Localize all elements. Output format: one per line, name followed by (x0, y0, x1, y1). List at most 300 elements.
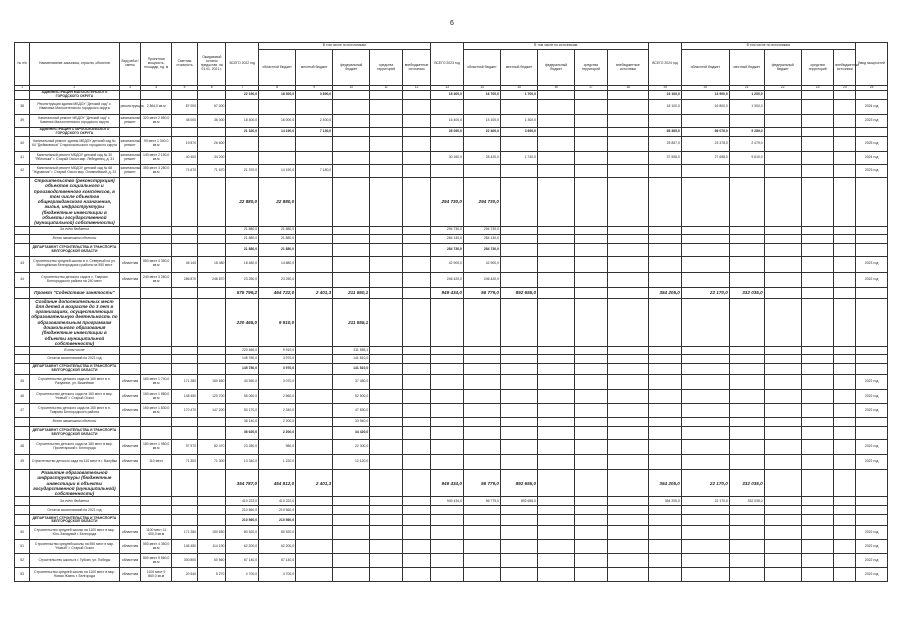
table-cell (834, 256, 856, 272)
table-cell (370, 506, 403, 515)
table-cell (500, 455, 537, 470)
table-cell: 16 100,0 (649, 91, 682, 100)
table-cell (500, 568, 537, 582)
table-cell (834, 455, 856, 470)
table-cell: 320 мест 2 850,0 кв.м (141, 115, 172, 128)
table-cell (681, 427, 729, 440)
table-cell (141, 427, 172, 440)
table-cell (729, 234, 764, 243)
table-cell: 150 мест 1 830,0 кв.м (141, 404, 172, 418)
table-cell (198, 364, 226, 375)
table-cell (575, 178, 608, 227)
table-cell (15, 355, 30, 364)
table-cell: 9 810,0 (729, 152, 764, 165)
table-cell (119, 128, 141, 137)
table-row (15, 470, 888, 497)
table-cell: 170 470 (171, 404, 197, 418)
table-cell (538, 364, 575, 375)
table-cell (119, 364, 141, 375)
table-cell (649, 568, 682, 582)
table-cell: 2 479,0 (729, 137, 764, 152)
table-cell: 21 880,0 (226, 243, 259, 256)
table-cell (431, 375, 464, 390)
table-cell (500, 375, 537, 390)
table-cell: 220 465,0 (226, 347, 259, 355)
table-cell: 50 (15, 526, 30, 540)
table-cell (834, 418, 856, 427)
table-cell (801, 515, 834, 526)
table-cell: 21 880,0 (226, 234, 259, 243)
column-number-cell: 23 (801, 86, 834, 91)
table-cell (607, 440, 648, 455)
table-cell (764, 347, 801, 355)
table-cell: 33 940,0 (333, 418, 370, 427)
table-cell (856, 497, 888, 506)
table-cell: 949 434,0 (431, 497, 464, 506)
table-cell (463, 418, 500, 427)
table-cell (198, 287, 226, 298)
table-cell (333, 128, 370, 137)
table-row (15, 404, 888, 418)
table-cell (500, 298, 537, 347)
table-cell (856, 234, 888, 243)
table-cell: 410 222,0 (259, 497, 296, 506)
table-cell (500, 418, 537, 427)
table-cell (259, 152, 296, 165)
table-cell (141, 506, 172, 515)
table-cell (402, 128, 430, 137)
table-cell (607, 256, 648, 272)
table-cell (801, 440, 834, 455)
table-cell (575, 298, 608, 347)
table-row (15, 165, 888, 178)
table-cell (834, 165, 856, 178)
table-cell: 56 779,0 (463, 470, 500, 497)
table-cell (333, 100, 370, 115)
table-cell: 37 508,0 (649, 152, 682, 165)
table-cell (198, 506, 226, 515)
table-cell (198, 178, 226, 227)
table-cell: 36 140,0 (226, 418, 259, 427)
table-cell: 15 100,0 (463, 115, 500, 128)
table-cell: областная (119, 375, 141, 390)
table-cell (764, 568, 801, 582)
table-cell (141, 355, 172, 364)
col-year-header: Ввод мощностей (856, 43, 888, 86)
table-cell (171, 427, 197, 440)
table-cell (402, 506, 430, 515)
table-cell (431, 554, 464, 568)
table-cell (119, 355, 141, 364)
table-cell (856, 418, 888, 427)
table-cell (607, 540, 648, 554)
table-cell (649, 178, 682, 227)
table-cell: 36 620,0 (226, 427, 259, 440)
table-cell (500, 272, 537, 287)
table-cell (463, 165, 500, 178)
col-name-header: Наименование заказчика, отрасли, объектов (30, 43, 119, 86)
table-cell (402, 390, 430, 404)
table-cell: 23 250,0 (259, 272, 296, 287)
table-cell: 2022 год (856, 526, 888, 540)
table-cell (681, 526, 729, 540)
table-cell: областная (119, 554, 141, 568)
table-cell (729, 440, 764, 455)
table-cell: 294 730,0 (431, 178, 464, 227)
table-cell (119, 91, 141, 100)
table-cell (681, 178, 729, 227)
table-cell (649, 298, 682, 347)
table-cell: 52 (15, 554, 30, 568)
table-cell (729, 178, 764, 227)
src-header: федеральный бюджет (764, 50, 801, 86)
table-cell (370, 404, 403, 418)
table-cell: 1 220,0 (259, 455, 296, 470)
table-cell (370, 234, 403, 243)
table-cell (801, 470, 834, 497)
table-cell (431, 347, 464, 355)
table-cell: капитальный ремонт (119, 165, 141, 178)
row-name-cell: Всего заказчиком объекты (30, 418, 119, 427)
table-cell (402, 440, 430, 455)
table-cell (431, 355, 464, 364)
table-row (15, 568, 888, 582)
table-cell (538, 91, 575, 100)
table-cell (370, 526, 403, 540)
table-cell (198, 298, 226, 347)
table-cell (402, 91, 430, 100)
table-cell: 18 400,0 (226, 115, 259, 128)
table-cell (296, 272, 333, 287)
table-cell (370, 540, 403, 554)
table-row (15, 540, 888, 554)
table-cell (171, 364, 197, 375)
table-cell (500, 355, 537, 364)
table-cell (296, 226, 333, 234)
table-cell (431, 100, 464, 115)
table-cell: 211 555,1 (333, 347, 370, 355)
table-cell (681, 455, 729, 470)
table-cell (764, 128, 801, 137)
table-cell (463, 375, 500, 390)
table-cell: 18 400,0 (431, 91, 464, 100)
table-cell (607, 137, 648, 152)
table-cell: 97 570 (171, 440, 197, 455)
table-cell: 18 480,0 (226, 256, 259, 272)
table-cell (801, 287, 834, 298)
table-cell (834, 526, 856, 540)
table-cell: 43 (15, 256, 30, 272)
table-cell: 150 650 (198, 526, 226, 540)
table-cell (801, 178, 834, 227)
table-cell (764, 427, 801, 440)
table-cell (834, 178, 856, 227)
table-cell (607, 152, 648, 165)
row-name-cell: Строительство детского сада на 150 мест в п. Таврово Белгородского района (30, 404, 119, 418)
table-cell (649, 554, 682, 568)
table-cell (801, 137, 834, 152)
table-cell: 14 190,0 (259, 128, 296, 137)
table-cell (538, 554, 575, 568)
table-cell: 41 (15, 152, 30, 165)
src-header: внебюджетные источники (834, 50, 856, 86)
table-cell (431, 298, 464, 347)
table-cell: капитальный ремонт (119, 137, 141, 152)
table-cell: 53 (15, 568, 30, 582)
table-cell (171, 287, 197, 298)
table-cell (538, 355, 575, 364)
table-cell (764, 287, 801, 298)
table-cell (538, 115, 575, 128)
column-number-cell: 4 (141, 86, 172, 91)
table-cell (296, 100, 333, 115)
table-cell (729, 256, 764, 272)
table-cell: капитальный ремонт (119, 115, 141, 128)
table-cell: 80 520,0 (259, 526, 296, 540)
table-cell (296, 234, 333, 243)
table-cell (431, 526, 464, 540)
table-cell (834, 243, 856, 256)
table-cell: 141 810,0 (333, 355, 370, 364)
table-cell: 40 550,0 (226, 375, 259, 390)
table-cell (402, 418, 430, 427)
table-cell: 42 900,0 (431, 256, 464, 272)
table-cell (681, 554, 729, 568)
table-cell: 21 880,0 (259, 226, 296, 234)
table-cell: 1 740,0 (500, 152, 537, 165)
table-cell: 21 880,0 (259, 234, 296, 243)
table-cell (538, 470, 575, 497)
table-cell (729, 355, 764, 364)
table-cell (500, 427, 537, 440)
table-cell (729, 364, 764, 375)
table-cell: 22 190,0 (226, 91, 259, 100)
table-cell (370, 165, 403, 178)
table-cell: 171 280 (171, 526, 197, 540)
table-cell (119, 506, 141, 515)
table-cell (296, 355, 333, 364)
table-cell: 2 401,3 (296, 287, 333, 298)
table-cell (729, 226, 764, 234)
table-row (15, 100, 888, 115)
table-cell (764, 178, 801, 227)
table-cell: 2025 год (856, 137, 888, 152)
table-cell: 87 000 (171, 100, 197, 115)
src-header: внебюджетные источники (607, 50, 648, 86)
table-cell (801, 355, 834, 364)
table-cell: 4 700,0 (226, 568, 259, 582)
table-cell (15, 128, 30, 137)
table-cell (649, 440, 682, 455)
table-cell: 82 470 (198, 440, 226, 455)
table-cell: 52 500,0 (333, 390, 370, 404)
table-cell (141, 298, 172, 347)
table-row (15, 418, 888, 427)
table-cell (500, 100, 537, 115)
table-cell (607, 390, 648, 404)
table-cell (141, 287, 172, 298)
table-row (15, 526, 888, 540)
table-cell (296, 137, 333, 152)
table-cell: 4 700,0 (259, 568, 296, 582)
table-cell (764, 152, 801, 165)
table-row (15, 455, 888, 470)
column-number-cell: 10 (333, 86, 370, 91)
table-cell (333, 554, 370, 568)
table-cell (431, 540, 464, 554)
table-cell (296, 418, 333, 427)
table-cell: 2023 год (856, 165, 888, 178)
src-header: федеральный бюджет (538, 50, 575, 86)
src-header: средства территорий (370, 50, 403, 86)
table-cell (431, 515, 464, 526)
table-cell: 44 (15, 272, 30, 287)
table-cell (15, 243, 30, 256)
table-cell (649, 455, 682, 470)
table-cell (649, 226, 682, 234)
table-cell (575, 497, 608, 506)
table-cell (538, 455, 575, 470)
table-cell (681, 243, 729, 256)
table-cell (649, 347, 682, 355)
table-cell (834, 440, 856, 455)
src-header: федеральный бюджет (333, 50, 370, 86)
table-cell (402, 355, 430, 364)
table-cell: 110 мест (141, 455, 172, 470)
table-cell (171, 128, 197, 137)
table-cell (801, 165, 834, 178)
table-cell (431, 506, 464, 515)
table-cell (296, 390, 333, 404)
table-cell (141, 347, 172, 355)
table-cell (402, 455, 430, 470)
src-header: местный бюджет (500, 50, 537, 86)
table-cell: 9 289,0 (729, 128, 764, 137)
table-row (15, 347, 888, 355)
row-name-cell: Создание дополнительных мест для детей в возрасте до 3 лет в организациях, осуществляющих образовательную деятельность по образовательным программам дошкольного образования (бюджетные инвестиции в объекты муниципальной собственности) (31, 298, 118, 346)
table-cell (296, 152, 333, 165)
table-cell (119, 470, 141, 497)
table-cell (370, 455, 403, 470)
table-cell (538, 515, 575, 526)
table-row (15, 152, 888, 165)
row-name-cell: Капитальный ремонт здания МБДОУ детский сад № 64 "Дюймовочка" Старооскольского городского округа (30, 137, 119, 152)
table-cell (171, 347, 197, 355)
table-cell (171, 243, 197, 256)
table-cell: 40 400 (171, 152, 197, 165)
table-cell (681, 364, 729, 375)
table-cell (801, 91, 834, 100)
table-cell: 21 320,0 (226, 128, 259, 137)
table-cell (801, 554, 834, 568)
column-number-cell: 14 (463, 86, 500, 91)
table-cell: 56 076,0 (681, 128, 729, 137)
col-remainder-header: Ожидаемый остаток предостав. на 01.01. 2021 г. (198, 43, 226, 86)
table-cell (431, 404, 464, 418)
table-cell (801, 526, 834, 540)
table-cell (538, 165, 575, 178)
table-cell: капитальный ремонт (119, 152, 141, 165)
table-cell (575, 347, 608, 355)
table-cell: областная (119, 390, 141, 404)
table-cell (649, 234, 682, 243)
table-cell (764, 165, 801, 178)
row-name-cell: В том числе (30, 347, 119, 355)
table-cell (463, 526, 500, 540)
row-name-cell: Строительство детского сада на 160 мест в мкр. "Новый" г. Старый Оскол (30, 390, 119, 404)
table-cell (607, 427, 648, 440)
table-cell (681, 418, 729, 427)
table-cell: 294 730,0 (463, 178, 500, 227)
table-cell: 949 434,0 (431, 287, 464, 298)
table-cell (729, 540, 764, 554)
table-cell (463, 506, 500, 515)
table-cell (296, 427, 333, 440)
table-cell (764, 497, 801, 506)
table-cell: 2023 год (856, 256, 888, 272)
table-cell (402, 364, 430, 375)
table-cell (226, 100, 259, 115)
table-cell (856, 178, 888, 227)
table-cell (370, 497, 403, 506)
table-cell (764, 515, 801, 526)
table-cell (834, 390, 856, 404)
table-row (15, 234, 888, 243)
table-cell (649, 355, 682, 364)
table-cell (801, 497, 834, 506)
table-cell: 71 670 (198, 165, 226, 178)
table-cell (649, 272, 682, 287)
table-cell (500, 364, 537, 375)
row-name-cell: Капитальный ремонт МБДОУ детский сад № 30 "Яблонька" г. Старый Оскол мкр. Лебединец, д. 31 (30, 152, 119, 165)
table-cell (575, 526, 608, 540)
table-cell (431, 137, 464, 152)
table-cell (729, 272, 764, 287)
table-cell (198, 226, 226, 234)
table-cell: областная (119, 568, 141, 582)
table-cell (333, 515, 370, 526)
table-cell (198, 243, 226, 256)
table-cell (296, 440, 333, 455)
table-cell (141, 91, 172, 100)
table-cell: 2 864,0 кв.м (141, 100, 172, 115)
table-cell (681, 540, 729, 554)
table-cell: 220 465,0 (226, 298, 259, 347)
table-cell: 22 170,0 (681, 287, 729, 298)
table-cell: областная (119, 455, 141, 470)
table-row (15, 497, 888, 506)
row-name-cell: Капитальный ремонт МБДОУ "Детский сад" с. Каменка Малоохтенского городского округа (30, 115, 119, 128)
src-header: областной бюджет (463, 50, 500, 86)
group-2023-header: В том числе по источникам: (463, 43, 648, 50)
table-cell (15, 287, 30, 298)
table-cell (681, 404, 729, 418)
column-number-cell: 6 (198, 86, 226, 91)
row-name-cell: Строительство средней школы на 1100 мест в мкр. Юго-Западный г. Белгорода (30, 526, 119, 540)
table-cell (370, 152, 403, 165)
table-cell: 150 650 (198, 375, 226, 390)
src-header: местный бюджет (296, 50, 333, 86)
table-row (15, 440, 888, 455)
table-cell: 284 130,0 (431, 234, 464, 243)
table-cell: областная (119, 540, 141, 554)
table-cell (856, 287, 888, 298)
table-cell (15, 91, 30, 100)
col-total-2024-header: ВСЕГО 2024 год (649, 43, 682, 86)
col-capacity-header: Проектная мощность, площадь, ед. м (141, 43, 172, 86)
table-cell: 45 (15, 375, 30, 390)
table-cell (607, 178, 648, 227)
